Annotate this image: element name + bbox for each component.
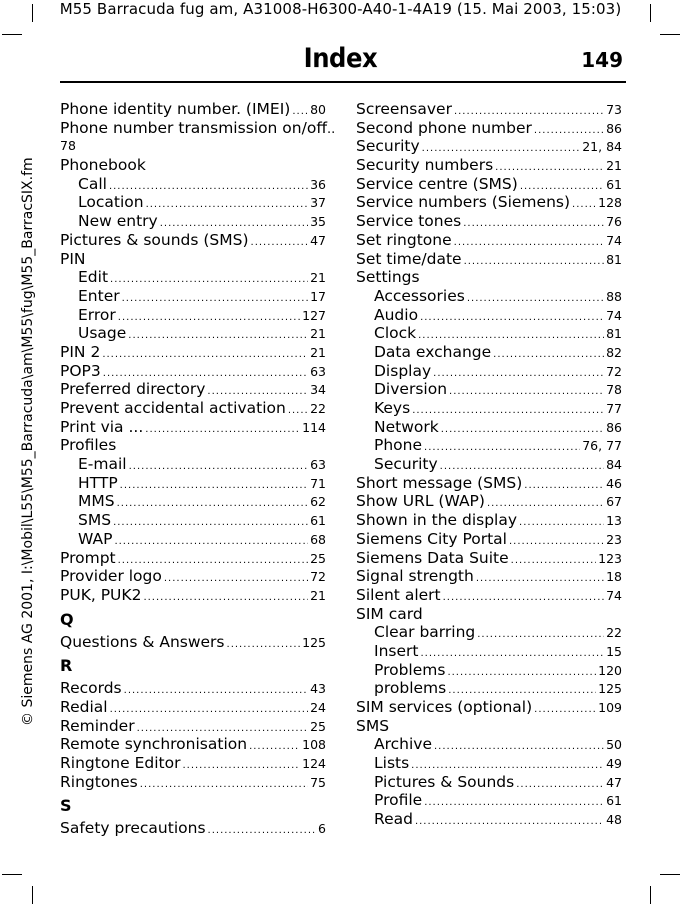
index-subentry	[356, 306, 622, 325]
leader-dots	[251, 234, 309, 253]
entry-label: Show URL (WAP)	[356, 492, 485, 511]
entry-label: Profile	[374, 791, 423, 810]
leader-dots	[467, 290, 604, 309]
index-entry	[356, 231, 622, 250]
leader-dots	[208, 822, 317, 841]
entry-label: Pictures & sounds (SMS)	[60, 230, 249, 249]
entry-page: 36	[310, 176, 326, 192]
entry-page: 81	[606, 251, 622, 267]
entry-label: PIN	[60, 249, 86, 268]
index-subentry	[60, 530, 326, 549]
entry-page: 76	[606, 214, 622, 230]
index-subentry	[356, 436, 622, 455]
entry-label: Lists	[374, 754, 410, 773]
leader-dots	[443, 589, 604, 608]
entry-label: Edit	[78, 268, 109, 287]
entry-label: Preferred directory	[60, 380, 206, 399]
entry-page: 35	[310, 214, 326, 230]
entry-label: Accessories	[374, 286, 465, 305]
entry-page: 61	[606, 176, 622, 192]
entry-page: 109	[598, 700, 622, 715]
entry-page: 21, 84	[582, 139, 622, 155]
index-entry	[356, 193, 622, 212]
index-entry	[60, 773, 326, 792]
index-subentry	[60, 324, 326, 343]
index-entry	[60, 362, 326, 381]
entry-page: 82	[606, 344, 622, 360]
entry-label: Enter	[78, 286, 120, 305]
entry-page: 77	[606, 401, 622, 416]
leader-dots	[447, 664, 596, 683]
leader-dots	[424, 794, 604, 813]
index-subentry	[356, 362, 622, 381]
index-subentry	[356, 343, 622, 362]
entry-label: MMS	[78, 492, 115, 511]
index-subentry	[356, 791, 622, 810]
leader-dots	[572, 196, 596, 215]
entry-page: 81	[606, 326, 622, 342]
leader-dots	[493, 346, 604, 365]
entry-page: 88	[606, 288, 622, 304]
index-entry	[356, 698, 622, 717]
index-column-left	[60, 100, 336, 838]
entry-label: Siemens City Portal	[356, 529, 507, 548]
index-entry	[356, 100, 622, 119]
entry-page: 123	[598, 550, 622, 566]
entry-page: 75	[310, 774, 326, 790]
entry-page: 25	[310, 550, 326, 566]
index-entry	[356, 530, 622, 549]
page-title: Index	[303, 43, 378, 74]
entry-page: 125	[302, 634, 326, 650]
entry-page: 74	[606, 232, 622, 248]
entry-page: 24	[310, 699, 326, 715]
entry-label: Service centre (SMS)	[356, 174, 518, 193]
entry-label: SMS	[356, 716, 390, 735]
index-entry	[356, 175, 622, 194]
index-section-letter: S	[60, 796, 72, 816]
entry-label: WAP	[78, 529, 113, 548]
entry-page: 46	[606, 475, 622, 491]
entry-label: Records	[60, 679, 122, 698]
entry-label: Set ringtone	[356, 230, 452, 249]
leader-dots	[227, 636, 301, 655]
crop-mark	[660, 874, 680, 875]
entry-label: Prompt	[60, 548, 116, 567]
index-subentry	[356, 679, 622, 698]
entry-label: Insert	[374, 641, 419, 660]
entry-page: 25	[310, 718, 326, 734]
index-column-right	[356, 100, 622, 829]
entry-label: Usage	[78, 324, 127, 343]
entry-label: Screensaver	[356, 100, 452, 118]
entry-label: Network	[374, 417, 439, 436]
entry-page: 21	[310, 270, 326, 286]
leader-dots	[433, 365, 604, 384]
index-entry	[356, 119, 622, 138]
index-entry	[60, 679, 326, 698]
entry-label: Short message (SMS)	[356, 473, 523, 492]
index-subentry	[60, 212, 326, 231]
entry-label: Ringtones	[60, 772, 138, 791]
index-subentry	[356, 324, 622, 343]
entry-page: 63	[310, 457, 326, 473]
entry-label: Service numbers (Siemens)	[356, 193, 571, 212]
leader-dots	[117, 495, 309, 514]
leader-dots	[464, 253, 605, 272]
index-entry	[60, 754, 326, 773]
entry-page: 120	[598, 662, 622, 678]
entry-page: 17	[310, 288, 326, 304]
leader-dots	[477, 626, 604, 645]
leader-dots	[128, 327, 308, 346]
entry-page: 74	[606, 307, 622, 323]
leader-dots	[122, 290, 308, 309]
crop-mark	[2, 34, 22, 35]
entry-page: 84	[606, 457, 622, 473]
entry-page: 21	[310, 587, 326, 603]
index-subentry	[356, 661, 622, 680]
index-section-letter: R	[60, 656, 73, 676]
leader-dots	[420, 309, 604, 328]
index-entry	[60, 100, 326, 119]
index-entry	[60, 380, 326, 399]
entry-label: PUK, PUK2	[60, 585, 142, 604]
index-subentry	[60, 193, 326, 212]
entry-page: 21	[606, 158, 622, 174]
entry-label: Security numbers	[356, 156, 494, 175]
index-entry	[356, 511, 622, 530]
index-entry	[356, 567, 622, 586]
entry-label: Clock	[374, 324, 417, 343]
entry-page: 125	[598, 681, 622, 697]
leader-dots	[120, 477, 308, 496]
index-entry	[356, 137, 622, 156]
entry-label: Call	[78, 174, 107, 193]
entry-page: 72	[606, 363, 622, 379]
entry-page: 76, 77	[582, 438, 622, 454]
index-subentry	[356, 810, 622, 829]
index-subentry	[60, 492, 326, 511]
index-entry	[60, 549, 326, 568]
entry-page: 74	[606, 587, 622, 603]
index-entry	[60, 586, 326, 605]
index-subentry	[60, 268, 326, 287]
entry-label: Settings	[356, 268, 420, 287]
leader-dots	[129, 458, 308, 477]
index-subentry	[356, 735, 622, 754]
entry-page: 15	[606, 643, 622, 659]
leader-dots	[415, 813, 604, 832]
entry-label: Security	[374, 455, 438, 474]
entry-label: Remote synchronisation	[60, 735, 248, 754]
index-subentry	[356, 623, 622, 642]
entry-label: Data exchange	[374, 342, 492, 361]
index-subentry	[356, 773, 622, 792]
entry-page: 18	[606, 569, 622, 585]
leader-dots	[146, 196, 309, 215]
leader-dots	[164, 570, 308, 589]
leader-dots	[113, 514, 308, 533]
entry-page: 124	[302, 756, 326, 771]
leader-dots	[519, 514, 604, 533]
index-subentry	[60, 306, 326, 325]
leader-dots	[424, 439, 580, 458]
entry-page: 61	[606, 793, 622, 809]
entry-page: 86	[606, 419, 622, 435]
entry-label: Silent alert	[356, 585, 441, 604]
entry-page: 128	[598, 195, 622, 211]
leader-dots	[441, 421, 604, 440]
entry-page: 127	[302, 307, 326, 323]
entry-page: 86	[606, 120, 622, 136]
entry-label: SMS	[78, 511, 112, 530]
entry-label: Second phone number	[356, 118, 532, 137]
entry-label: problems	[374, 679, 447, 698]
entry-page: 48	[606, 812, 622, 828]
index-entry	[356, 250, 622, 269]
leader-dots	[102, 346, 308, 365]
index-section-letter: Q	[60, 609, 74, 629]
entry-label: Redial	[60, 697, 108, 716]
index-subentry	[60, 455, 326, 474]
entry-label: PIN 2	[60, 342, 101, 361]
leader-dots	[454, 234, 604, 253]
entry-page: 23	[606, 531, 622, 547]
entry-label: POP3	[60, 361, 101, 380]
index-entry	[356, 474, 622, 493]
leader-dots	[145, 421, 300, 440]
entry-label: Phone number transmission on/off	[60, 118, 327, 137]
entry-label: Archive	[374, 735, 432, 754]
leader-dots	[249, 738, 300, 757]
leader-dots	[118, 309, 300, 328]
document-header: M55 Barracuda fug am, A31008-H6300-A40-1-4A19 (15. Mai 2003, 15:03)	[59, 0, 622, 18]
entry-label: New entry	[78, 212, 158, 231]
index-subentry	[356, 455, 622, 474]
entry-page: 67	[606, 494, 622, 510]
index-entry	[60, 717, 326, 736]
index-subentry	[356, 754, 622, 773]
leader-dots	[463, 215, 604, 234]
entry-label: Service tones	[356, 212, 462, 231]
copyright-side-text: © Siemens AG 2001, I:\Mobil\L55\M55_Barracuda\am\M55\fug\M55_BarracSIX.fm	[20, 157, 36, 726]
leader-dots	[140, 776, 308, 795]
entry-page: 68	[310, 531, 326, 547]
index-subentry	[356, 642, 622, 661]
index-subentry	[60, 287, 326, 306]
leader-dots	[124, 682, 308, 701]
entry-label: Print via ...	[60, 417, 144, 436]
index-subentry	[356, 287, 622, 306]
leader-dots	[434, 738, 604, 757]
leader-dots	[143, 589, 308, 608]
leader-dots	[476, 570, 604, 589]
entry-label: HTTP	[78, 473, 118, 492]
entry-page: 71	[310, 475, 326, 491]
entry-label: Signal strength	[356, 567, 474, 586]
crop-mark	[2, 874, 22, 875]
entry-page: 21	[310, 326, 326, 342]
index-entry	[60, 343, 326, 362]
header-rule	[60, 81, 626, 83]
index-subentry	[60, 474, 326, 493]
entry-label: Profiles	[60, 436, 117, 455]
page-number: 149	[581, 48, 623, 72]
entry-label: Phonebook	[60, 156, 146, 175]
entry-label: Clear barring	[374, 623, 476, 642]
index-entry	[60, 819, 326, 838]
entry-page: 21	[310, 344, 326, 360]
leader-dots	[516, 776, 604, 795]
index-entry	[356, 212, 622, 231]
entry-label: Safety precautions	[60, 819, 206, 838]
entry-label: E-mail	[78, 455, 127, 474]
entry-page: 47	[606, 774, 622, 790]
leader-dots	[114, 533, 308, 552]
index-entry	[356, 156, 622, 175]
entry-page: 61	[310, 513, 326, 529]
entry-page-wrapped: 78	[60, 138, 76, 154]
crop-mark	[650, 886, 651, 904]
entry-label: Ringtone Editor	[60, 754, 181, 772]
leader-dots	[524, 477, 604, 496]
index-entry	[60, 698, 326, 717]
leader-dots	[420, 645, 604, 664]
leader-dots	[449, 383, 604, 402]
index-subentry	[60, 511, 326, 530]
entry-label: Error	[78, 305, 116, 324]
entry-label: Audio	[374, 305, 419, 324]
entry-page: 78	[606, 382, 622, 398]
entry-label: Pictures & Sounds	[374, 772, 515, 791]
index-entry	[356, 492, 622, 511]
leader-dots	[110, 271, 308, 290]
entry-page: 63	[310, 363, 326, 379]
leader-dots	[511, 552, 596, 571]
entry-page: 73	[606, 102, 622, 117]
entry-label: Prevent accidental activation	[60, 399, 286, 417]
entry-label: Read	[374, 810, 413, 829]
entry-label: Phone identity number. (IMEI)	[60, 100, 291, 118]
entry-page: 80	[310, 102, 326, 117]
entry-label: Phone	[374, 436, 423, 455]
crop-mark	[660, 34, 680, 35]
entry-page: 43	[310, 681, 326, 697]
index-entry	[60, 735, 326, 754]
index-entry	[356, 549, 622, 568]
entry-page: 22	[310, 401, 326, 416]
index-entry	[60, 418, 326, 437]
entry-label: Siemens Data Suite	[356, 548, 509, 567]
leader-dots	[110, 701, 309, 720]
index-entry	[60, 118, 336, 138]
entry-page: 6	[318, 821, 326, 837]
entry-page: 108	[302, 737, 326, 753]
entry-page: 50	[606, 737, 622, 753]
index-entry	[60, 567, 326, 586]
leader-dots	[412, 402, 604, 421]
index-subentry	[60, 175, 326, 194]
entry-label: Keys	[374, 399, 411, 417]
entry-label: Problems	[374, 660, 446, 679]
index-entry	[60, 156, 326, 175]
leader-dots	[509, 533, 604, 552]
leader-dots	[182, 757, 300, 776]
index-subentry	[356, 399, 622, 418]
entry-page: 47	[310, 232, 326, 248]
entry-page: 22	[606, 625, 622, 641]
crop-mark	[32, 886, 33, 904]
entry-label: Provider logo	[60, 567, 162, 586]
entry-page: 72	[310, 569, 326, 585]
entry-label: SIM services (optional)	[356, 698, 533, 716]
leader-dots: ..	[327, 121, 336, 137]
entry-label: Questions & Answers	[60, 632, 225, 651]
entry-label: Location	[78, 193, 144, 212]
entry-page: 34	[310, 382, 326, 398]
entry-label: Reminder	[60, 716, 135, 735]
entry-label: Security	[356, 137, 420, 156]
entry-page: 62	[310, 494, 326, 510]
entry-label: Display	[374, 361, 432, 380]
entry-page: 114	[302, 419, 326, 435]
entry-label: Shown in the display	[356, 511, 518, 530]
entry-page: 13	[606, 513, 622, 529]
leader-dots	[534, 701, 596, 720]
entry-page: 49	[606, 756, 622, 772]
entry-page: 37	[310, 195, 326, 211]
index-entry	[356, 586, 622, 605]
index-subentry	[356, 418, 622, 437]
entry-label: SIM card	[356, 604, 423, 623]
index-subentry	[356, 380, 622, 399]
entry-label: Diversion	[374, 380, 448, 399]
entry-label: Set time/date	[356, 249, 462, 268]
index-entry	[60, 231, 326, 250]
index-entry	[60, 633, 326, 652]
